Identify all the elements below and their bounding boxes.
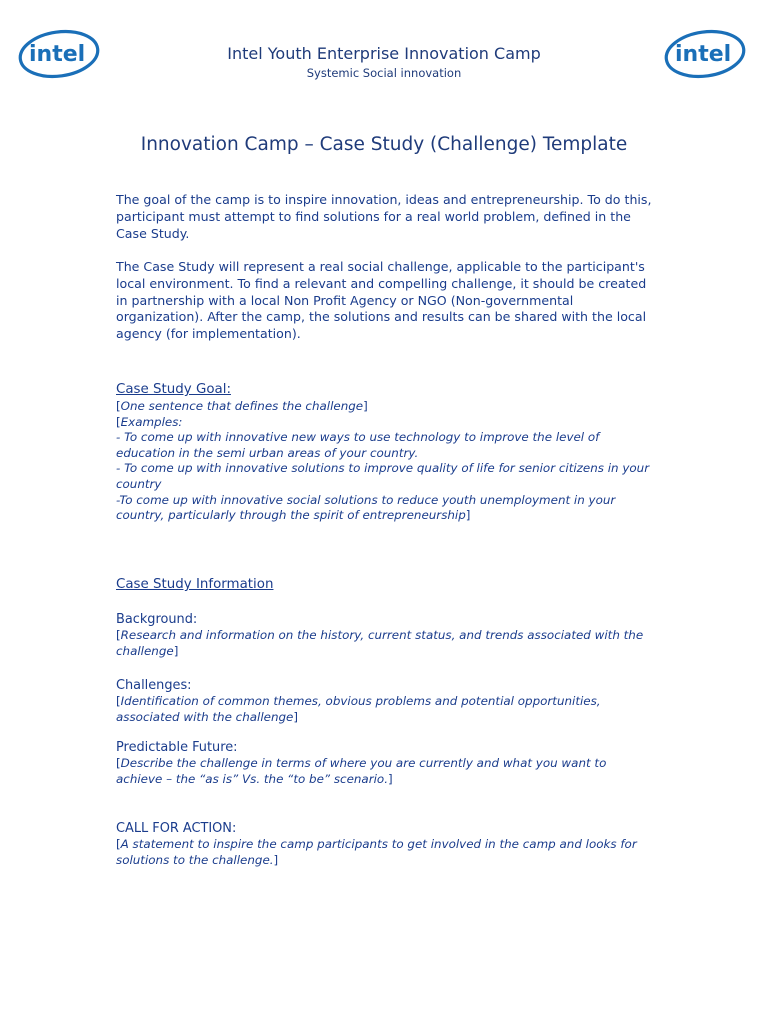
challenges-label: Challenges: — [116, 678, 192, 693]
example-1: - To come up with innovative new ways to use technology to improve the level of education in the semi urban areas of your country. — [116, 430, 600, 460]
goal-heading: Case Study Goal: — [116, 382, 231, 397]
header-subtitle: Systemic Social innovation — [306, 66, 462, 80]
call-for-action-section — [116, 820, 656, 868]
example-3: -To come up with innovative social solutions to reduce youth unemployment in your country, particularly through the spirit of entrepreneurship] — [116, 492, 616, 523]
background-section — [116, 611, 656, 659]
example-2: - To come up with innovative solutions to improve quality of life for senior citizens in your country — [116, 461, 650, 491]
header-title: Intel Youth Enterprise Innovation Camp — [227, 44, 541, 63]
cta-text: [A statement to inspire the camp participants to get involved in the camp and looks for solutions to the challenge.] — [116, 837, 637, 867]
future-text: [Describe the challenge in terms of where you are currently and what you want to achieve – the “as is” Vs. the “to be” scenario.] — [116, 756, 607, 786]
case-study-info-heading: Case Study Information — [116, 577, 274, 592]
goal-line: [One sentence that defines the challenge] — [116, 399, 368, 413]
background-label: Background: — [116, 612, 198, 627]
background-text: [Research and information on the history, current status, and trends associated with the challenge] — [116, 628, 644, 658]
examples-label: [Examples: — [116, 414, 183, 429]
svg-text:intel: intel — [29, 42, 86, 67]
challenges-section — [116, 677, 656, 725]
intro-paragraph-2: The Case Study will represent a real social challenge, applicable to the participant's local environment. To find a relevant and compelling challenge, it should be created in partnership with a local Non Profit Agency or NGO (Non-governmental organization). After the camp, the solutions and results can be shared with the local agency (for implementation). — [116, 259, 647, 342]
svg-text:intel: intel — [675, 42, 732, 67]
challenges-text: [Identification of common themes, obvious problems and potential opportunities, associated with the challenge] — [116, 694, 601, 724]
document-title: Innovation Camp – Case Study (Challenge) Template — [140, 134, 628, 155]
predictable-future-section — [116, 739, 656, 787]
future-label: Predictable Future: — [116, 740, 238, 755]
intro-paragraph-1: The goal of the camp is to inspire innovation, ideas and entrepreneurship. To do this, participant must attempt to find solutions for a real world problem, defined in the Case Study. — [116, 192, 652, 241]
cta-label: CALL FOR ACTION: — [116, 821, 237, 836]
case-study-goal-section — [116, 381, 656, 524]
